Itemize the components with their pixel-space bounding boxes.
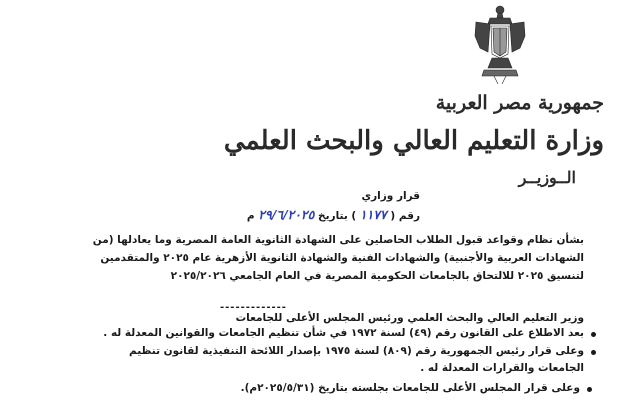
- decree-ref-mid: ) بتاريخ: [318, 210, 357, 222]
- decree-title: قرار وزاري: [361, 190, 420, 202]
- subject-line: بشأن نظام وقواعد قبول الطلاب الحاصلين على الشهادة الثانوية العامة المصرية وما يعادلها (من: [92, 234, 584, 246]
- decree-date: ٢٩/٦/٢٠٢٥: [258, 207, 315, 222]
- decree-ref-suffix: م: [246, 210, 255, 222]
- clause-text: وعلى قرار المجلس الأعلى للجامعات بجلسته بتاريخ (٢٠٢٥/٥/٣١م).: [240, 382, 580, 394]
- decree-ref-prefix: رقم (: [390, 210, 420, 222]
- decree-reference: [247, 207, 420, 222]
- minister-title: الــوزيــر: [518, 168, 576, 187]
- subject-line: الشهادات العربية والأجنبية) والشهادات الفنية والشهادة الثانوية الأزهرية عام ٢٠٢٥ والمتقدمين: [100, 252, 584, 264]
- preamble-clause: [129, 345, 584, 357]
- minister-line: وزير التعليم العالي والبحث العلمي ورئيس المجلس الأعلى للجامعات: [235, 312, 584, 324]
- decree-number: ١١٧٧: [359, 207, 387, 222]
- bullet-icon: [591, 350, 596, 355]
- section-separator: -------------: [220, 302, 287, 313]
- subject-line: لتنسيق ٢٠٢٥ للالتحاق بالجامعات الحكومية المصرية في العام الجامعي ٢٠٢٥/٢٠٢٦: [170, 270, 584, 282]
- preamble-clause: [103, 327, 584, 339]
- clause-text: وعلى قرار رئيس الجمهورية رقم (٨٠٩) لسنة ١٩٧٥ بإصدار اللائحة التنفيذية لقانون تنظيم: [129, 345, 584, 357]
- eagle-emblem-icon: [472, 2, 528, 86]
- bullet-icon: [591, 332, 596, 337]
- country-name: جمهورية مصر العربية: [435, 92, 604, 114]
- preamble-clause: [241, 382, 580, 394]
- clause-continuation: الجامعات والقرارات المعدلة له .: [420, 362, 584, 374]
- bullet-icon: [587, 387, 592, 392]
- ministry-name: وزارة التعليم العالي والبحث العلمي: [223, 126, 604, 156]
- clause-text: بعد الاطلاع على القانون رقم (٤٩) لسنة ١٩٧٢ في شأن تنظيم الجامعات والقوانين المعدلة له .: [103, 327, 584, 339]
